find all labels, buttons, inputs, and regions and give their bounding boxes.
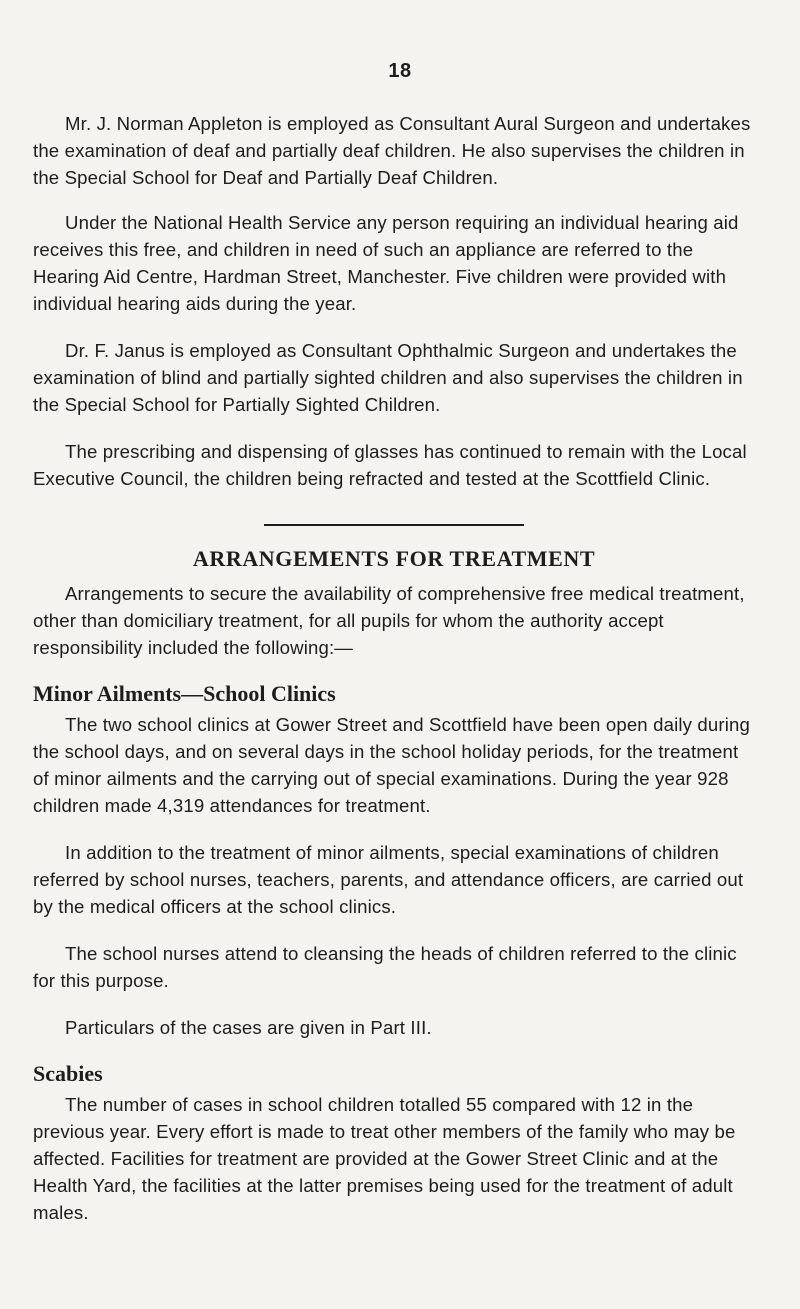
page-number: 18 [388,60,412,82]
paragraph-glasses: The prescribing and dispensing of glasses has continued to remain with the Local Executive Council, the children being refracted and tested at the Scottfield Clinic. [33,441,747,489]
paragraph-school-clinics: The two school clinics at Gower Street and Scottfield have been open daily during the school days, and on several days in the school holiday periods, for the treatment of minor ailments and the carrying out of special examinations. During the year 928 children made 4,319 attendances for treatment. [33,714,751,816]
paragraph-arrangements: Arrangements to secure the availability of comprehensive free medical treatment, other than domiciliary treatment, for all pupils for whom the authority accept responsibility included the following:— [33,583,745,658]
paragraph-particulars: Particulars of the cases are given in Part III. [65,1017,432,1038]
paragraph-hearing-aids: Under the National Health Service any person requiring an individual hearing aid receives this free, and children in need of such an appliance are referred to the Hearing Aid Centre, Hardman Street, Manchester. Five children were provided with individual hearing aids during the year. [33,212,739,314]
section-divider [264,524,524,526]
paragraph-cleansing: The school nurses attend to cleansing the heads of children referred to the clinic for this purpose. [33,943,737,991]
heading-scabies: Scabies [33,1061,103,1086]
paragraph-special-examinations: In addition to the treatment of minor ailments, special examinations of children referred by school nurses, teachers, parents, and attendance officers, are carried out by the medical officers at the school clinics. [33,842,744,917]
heading-minor-ailments: Minor Ailments—School Clinics [33,681,336,706]
section-title: ARRANGEMENTS FOR TREATMENT [192,546,596,571]
paragraph-scabies: The number of cases in school children totalled 55 compared with 12 in the previous year. Every effort is made to treat other members of the family who may be affected. Facilities for treatment are provided at the Gower Street Clinic and at the Health Yard, the facilities at the latter premises being used for the treatment of adult males. [33,1094,736,1223]
paragraph-aural-surgeon: Mr. J. Norman Appleton is employed as Consultant Aural Surgeon and undertakes the examination of deaf and partially deaf children. He also supervises the children in the Special School for Deaf and Partially Deaf Children. [33,113,751,188]
paragraph-ophthalmic-surgeon: Dr. F. Janus is employed as Consultant Ophthalmic Surgeon and undertakes the examination of blind and partially sighted children and also supervises the children in the Special School for Partially Sighted Children. [33,340,743,415]
page-content [33,110,755,1246]
